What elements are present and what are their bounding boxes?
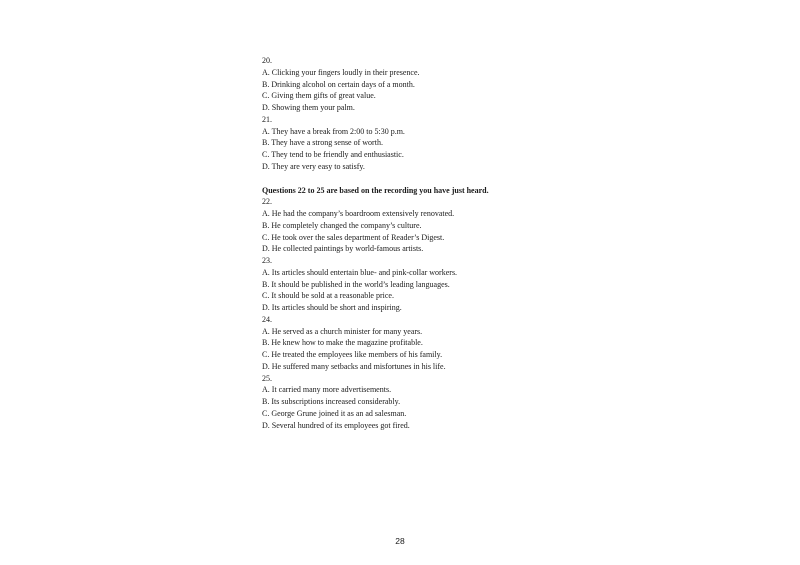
question-21: [262, 114, 562, 173]
option-c: C. It should be sold at a reasonable price.: [262, 291, 394, 301]
question-20: [262, 55, 562, 114]
page-content: [262, 55, 562, 431]
option-b: B. He knew how to make the magazine profitable.: [262, 338, 423, 348]
question-number: 25.: [262, 373, 272, 383]
option-d: D. Showing them your palm.: [262, 103, 355, 112]
option-b: B. It should be published in the world’s leading languages.: [262, 279, 450, 289]
option-b: B. They have a strong sense of worth.: [262, 138, 383, 148]
option-a: A. Clicking your fingers loudly in their presence.: [262, 67, 420, 77]
option-a: A. It carried many more advertisements.: [262, 385, 392, 395]
option-d: D. He suffered many setbacks and misfortunes in his life.: [262, 361, 446, 371]
question-number: 20.: [262, 56, 272, 65]
option-a: A. He served as a church minister for many years.: [262, 326, 423, 336]
option-a: A. They have a break from 2:00 to 5:30 p.m.: [262, 126, 405, 136]
option-a: A. He had the company’s boardroom extensively renovated.: [262, 209, 455, 218]
question-number: 23.: [262, 256, 272, 265]
option-a: A. Its articles should entertain blue- and pink-collar workers.: [262, 267, 458, 277]
option-d: D. Several hundred of its employees got fired.: [262, 420, 410, 430]
question-25: [262, 373, 562, 432]
option-c: C. George Grune joined it as an ad salesman.: [262, 408, 407, 418]
option-c: C. Giving them gifts of great value.: [262, 91, 376, 101]
question-23: [262, 255, 562, 314]
page-number: 28: [395, 536, 405, 546]
option-b: B. He completely changed the company’s culture.: [262, 220, 422, 230]
section-heading: Questions 22 to 25 are based on the recording you have just heard.: [262, 185, 489, 195]
option-c: C. He took over the sales department of Reader’s Digest.: [262, 232, 445, 242]
option-d: D. He collected paintings by world-famous artists.: [262, 244, 424, 254]
option-c: C. He treated the employees like members of his family.: [262, 350, 443, 359]
option-d: D. Its articles should be short and inspiring.: [262, 303, 402, 312]
question-number: 24.: [262, 314, 272, 324]
option-b: B. Its subscriptions increased considerably.: [262, 397, 401, 406]
question-number: 21.: [262, 114, 272, 124]
question-number: 22.: [262, 197, 272, 207]
option-d: D. They are very easy to satisfy.: [262, 161, 365, 171]
question-24: [262, 314, 562, 373]
option-b: B. Drinking alcohol on certain days of a month.: [262, 79, 415, 89]
option-c: C. They tend to be friendly and enthusiastic.: [262, 150, 404, 159]
question-22: [262, 196, 562, 255]
